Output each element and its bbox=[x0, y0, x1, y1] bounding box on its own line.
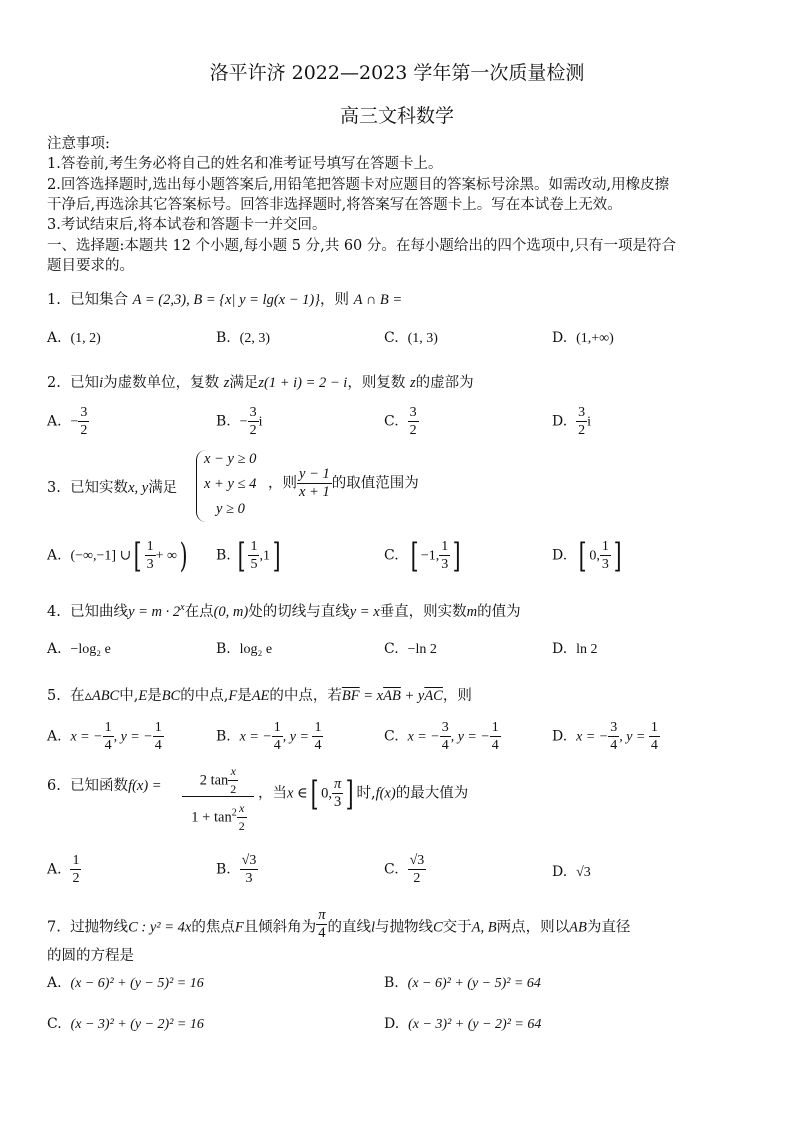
question-7-cont: 的圆的方程是 bbox=[47, 948, 134, 964]
question-1 bbox=[47, 288, 402, 309]
q3-constraint-2: x + y ≤ 4 bbox=[204, 476, 257, 492]
q4-option-b: B. log₂ e bbox=[216, 641, 273, 657]
question-4: 4. 已知曲线$y = m \cdot 2^x$在点(0, m)处的切线与直线y = x垂直，则实数m的值为 bbox=[47, 602, 521, 620]
q1-option-d: D. (1,+∞) bbox=[552, 330, 614, 346]
exam-subtitle: 高三文科数学 bbox=[339, 105, 454, 127]
question-5: 5. 在▵ABC中,E是BC的中点,F是AE的中点，若$\overline{BF} = x\overline{AB} + y\overline{AC}$，则 bbox=[47, 688, 472, 704]
q6-ask: ，当x ∈[ 0, $\frac{\pi}{3}$ ] 时,f(x)的最大值为 bbox=[258, 773, 469, 814]
q7-option-c: C. (x − 3)² + (y − 2)² = 16 bbox=[47, 1016, 204, 1032]
q1-option-b: B. (2, 3) bbox=[216, 330, 270, 346]
q3-constraint-1: x − y ≥ 0 bbox=[204, 451, 257, 467]
note-3: 3.考试结束后,将本试卷和答题卡一并交回。 bbox=[47, 217, 327, 233]
q7-option-b: B. (x − 6)² + (y − 5)² = 64 bbox=[384, 975, 541, 991]
q5-option-d: D. x = − $\frac{3}{4}$ , y = $\frac{1}{4}$ bbox=[552, 720, 658, 753]
section-heading-cont: 题目要求的。 bbox=[47, 258, 134, 274]
q3-option-a: A. (−∞,−1] ∪[ $\frac{1}{3}$ + ∞) bbox=[47, 535, 188, 576]
q3-ask: ，则 $\frac{y - 1}{x + 1}$ 的取值范围为 bbox=[268, 466, 419, 500]
question-3: 3. 已知实数x, y满足 bbox=[47, 480, 178, 496]
q7-option-a: A. (x − 6)² + (y − 5)² = 16 bbox=[47, 975, 204, 991]
q6-option-c: C. $\frac{√3}{2}$ bbox=[384, 853, 425, 886]
q3-option-b: B. [ $\frac{1}{5}$ ,1] bbox=[216, 535, 281, 576]
q5-option-b: B. x = − $\frac{1}{4}$ , y = $\frac{1}{4}$ bbox=[216, 720, 322, 753]
question-7: 7. 过抛物线C : y² = 4x的焦点F且倾斜角为 $\frac{\pi}{4}$ 的直线l与抛物线C交于A, B两点，则以AB为直径 bbox=[47, 907, 631, 941]
q3-option-c: C. [ −1, $\frac{1}{3}$ ] bbox=[384, 535, 461, 576]
q6-fraction-numerator: 2 tan $\frac{x}{2}$ bbox=[199, 764, 237, 796]
q2-option-b: B. − $\frac{3}{2}$ i bbox=[216, 405, 263, 438]
q5-option-c: C. x = − $\frac{3}{4}$ , y = − $\frac{1}{4}$ bbox=[384, 720, 499, 753]
q2-option-d: D. $\frac{3}{2}$ i bbox=[552, 405, 591, 438]
q2-option-c: C. $\frac{3}{2}$ bbox=[384, 405, 417, 438]
q3-constraint-3: y ≥ 0 bbox=[216, 501, 245, 517]
q1-option-a: A. (1, 2) bbox=[47, 330, 101, 346]
note-2-cont: 干净后,再选涂其它答案标号。回答非选择题时,将答案写在答题卡上。写在本试卷上无效。 bbox=[47, 197, 622, 213]
q6-fraction-bar bbox=[182, 796, 254, 797]
q4-option-d: D. ln 2 bbox=[552, 641, 598, 657]
q4-option-a: A. −log₂ e bbox=[47, 641, 111, 657]
q1-text-b: ，则 bbox=[320, 292, 349, 308]
notes-heading: 注意事项: bbox=[47, 136, 110, 152]
q7-option-d: D. (x − 3)² + (y − 2)² = 64 bbox=[384, 1016, 542, 1032]
q1-text: 已知集合 bbox=[70, 292, 129, 308]
section-heading: 一、选择题:本题共 12 个小题,每小题 5 分,共 60 分。在每小题给出的四个选项中,只有一项是符合 bbox=[47, 238, 676, 254]
q1-option-c: C. (1, 3) bbox=[384, 330, 438, 346]
question-number: 1. bbox=[47, 292, 61, 308]
q6-fraction-denominator: $1 + \tan^2$ $\frac{x}{2}$ bbox=[191, 801, 245, 833]
q4-option-c: C. −ln 2 bbox=[384, 641, 437, 657]
note-2: 2.回答选择题时,选出每小题答案后,用铅笔把答题卡对应题目的答案标号涂黑。如需改动,用橡皮擦 bbox=[47, 177, 670, 193]
q6-option-d: D. √3 bbox=[552, 864, 591, 880]
q1-math-b: A ∩ B = bbox=[353, 292, 403, 308]
question-2: 2. 已知i为虚数单位，复数 z满足z(1 + i) = 2 − i，则复数 z的虚部为 bbox=[47, 375, 474, 391]
exam-title: 洛平许济 2022—2023 学年第一次质量检测 bbox=[209, 62, 585, 84]
note-1: 1.答卷前,考生务必将自己的姓名和准考证号填写在答题卡上。 bbox=[47, 156, 443, 172]
q2-option-a: A. − $\frac{3}{2}$ bbox=[47, 405, 88, 438]
q6-option-b: B. $\frac{√3}{3}$ bbox=[216, 853, 257, 886]
q3-option-d: D. [ 0, $\frac{1}{3}$ ] bbox=[552, 535, 622, 576]
question-6: 6. 已知函数f(x) = bbox=[47, 778, 162, 794]
q1-math: A = (2,3), B = {x| y = lg(x − 1)} bbox=[132, 292, 320, 308]
q5-option-a: A. x = − $\frac{1}{4}$ , y = − $\frac{1}{4}$ bbox=[47, 720, 162, 753]
q6-option-a: A. $\frac{1}{2}$ bbox=[47, 853, 80, 886]
